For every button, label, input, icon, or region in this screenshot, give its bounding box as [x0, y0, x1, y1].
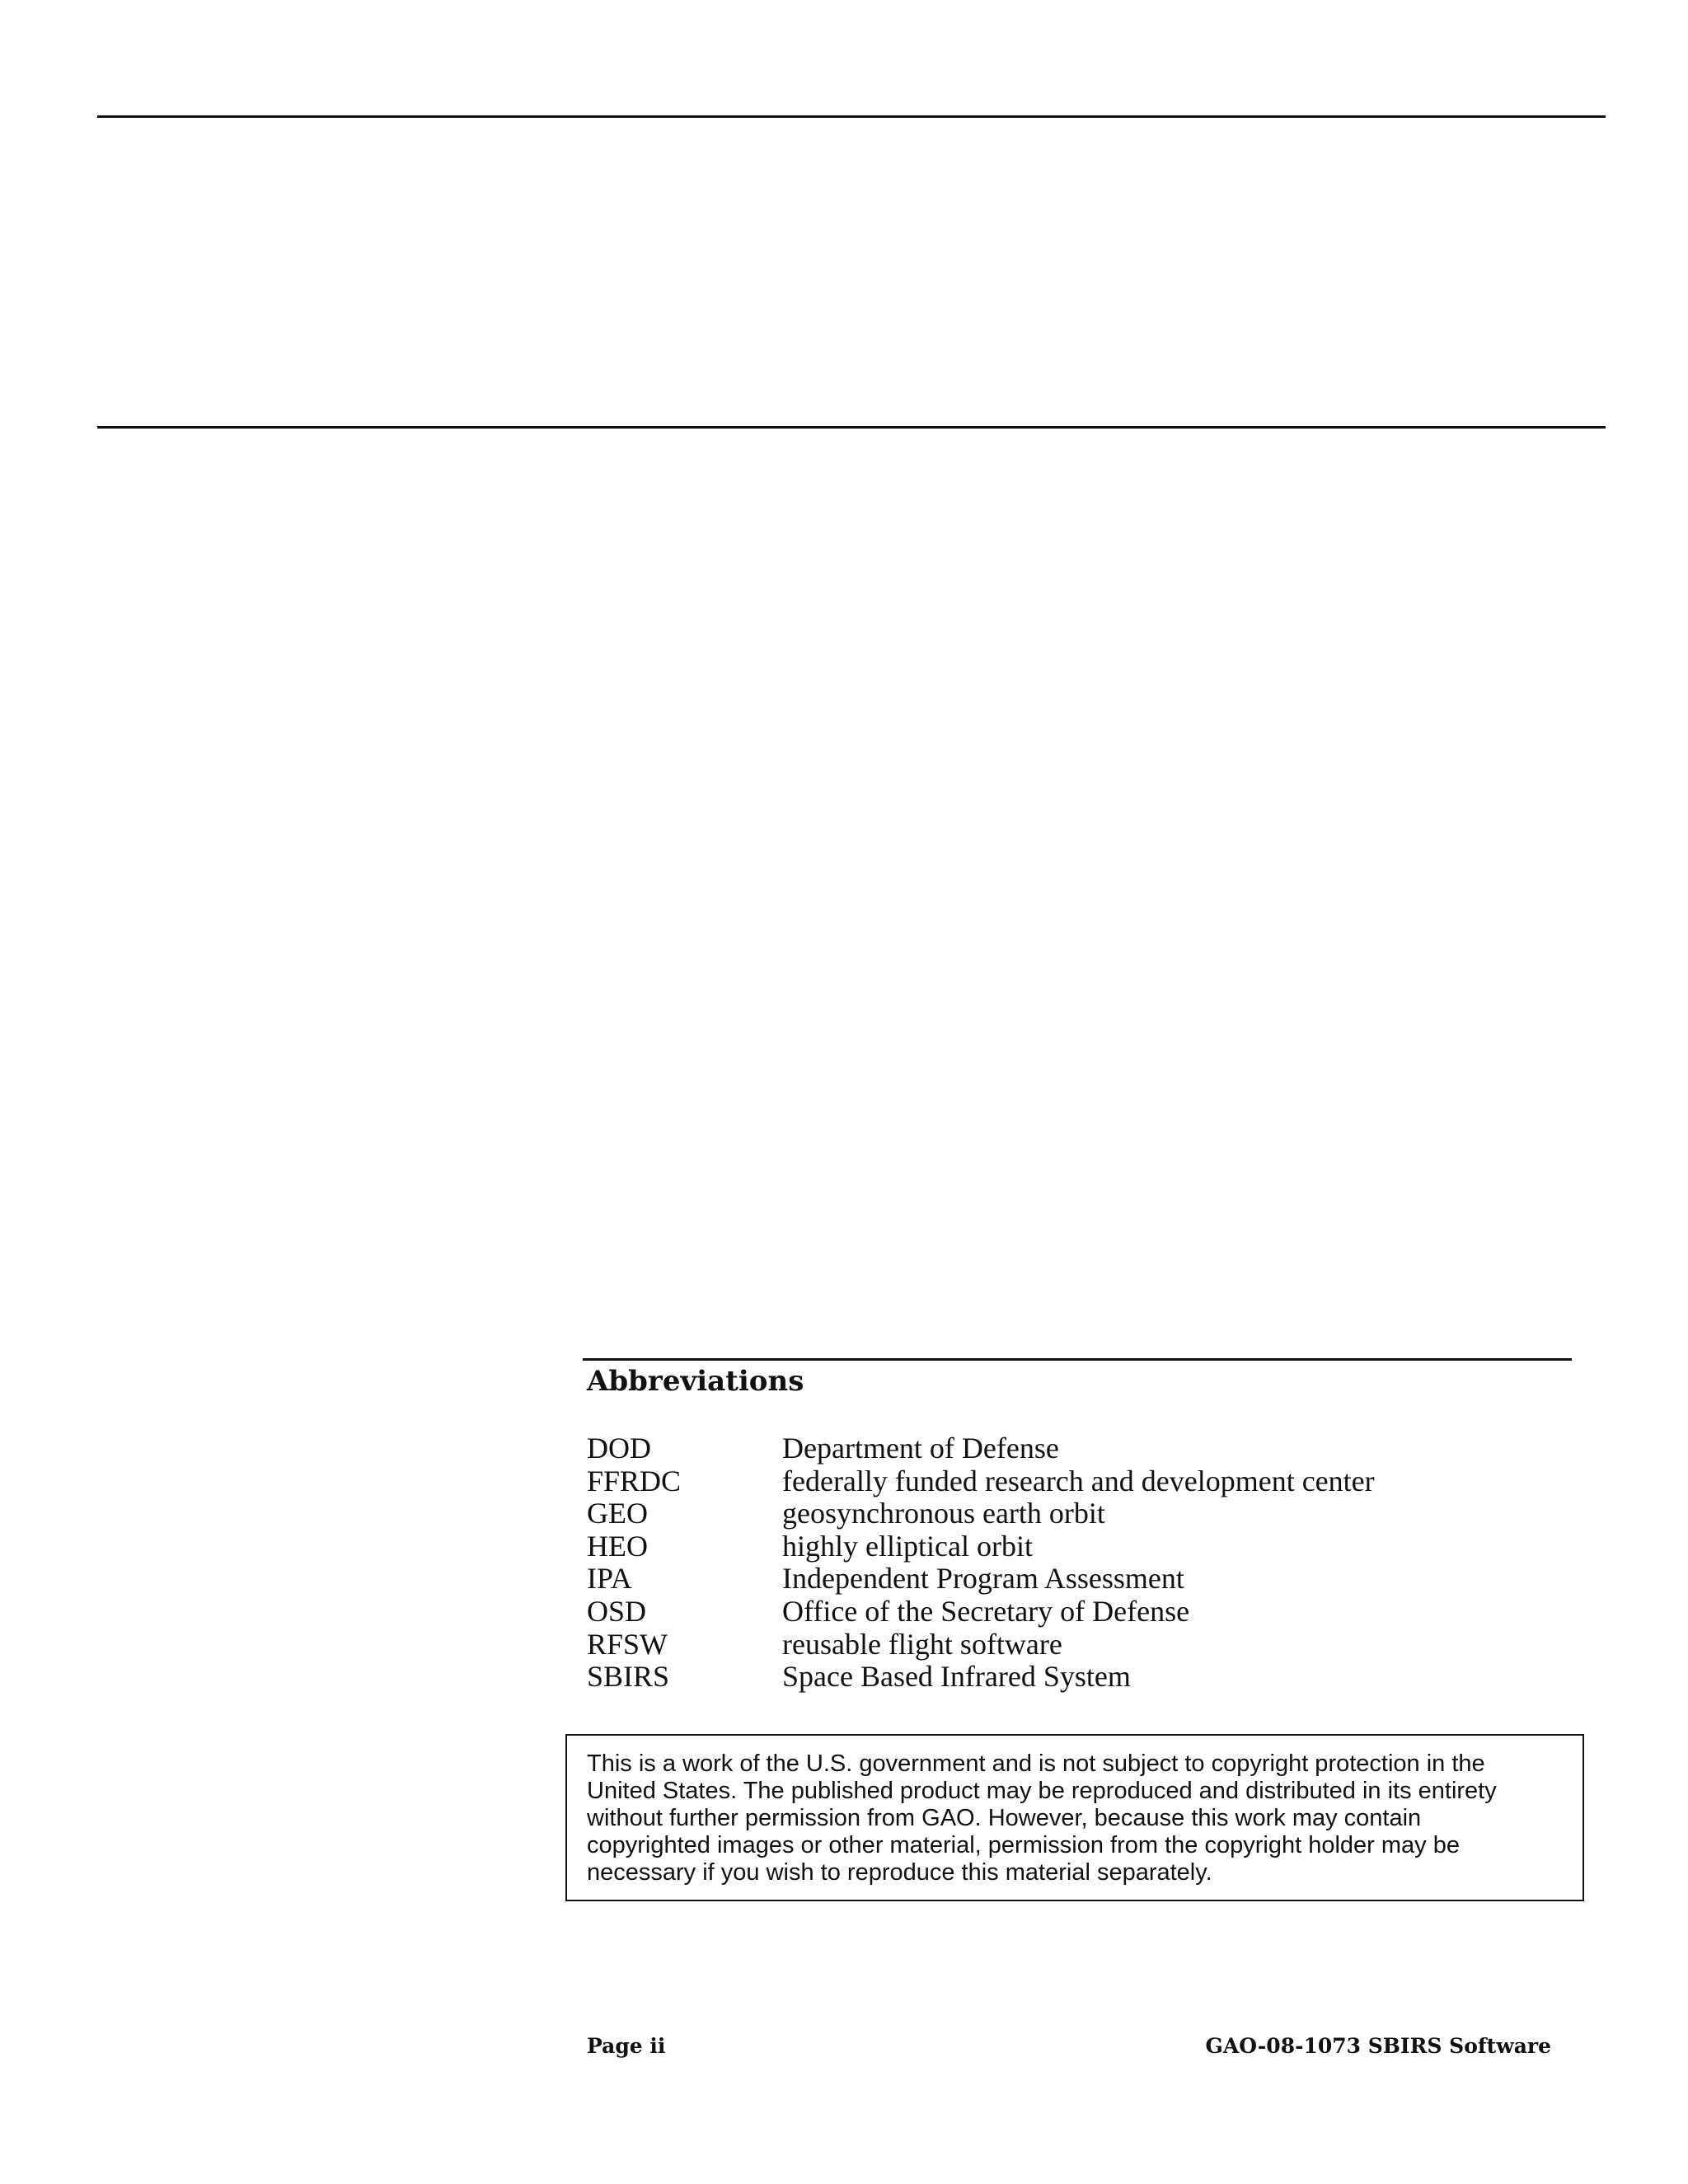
abbreviation-definition: reusable flight software [782, 1627, 1062, 1661]
section-rule [97, 426, 1606, 429]
abbreviation-row [587, 1432, 1576, 1465]
abbreviation-term: HEO [587, 1529, 648, 1563]
abbreviations-heading: Abbreviations [587, 1365, 804, 1398]
page-number: Page ii [587, 2034, 666, 2058]
abbreviations-list [587, 1432, 1576, 1694]
abbreviation-term: DOD [587, 1432, 651, 1465]
abbreviation-term: GEO [587, 1497, 648, 1530]
copyright-notice-line: without further permission from GAO. However, because this work may contain [587, 1805, 1422, 1831]
abbreviation-row [587, 1596, 1576, 1629]
top-rule [97, 115, 1606, 118]
abbreviation-definition: federally funded research and development center [782, 1464, 1375, 1497]
copyright-notice-line: necessary if you wish to reproduce this material separately. [587, 1859, 1212, 1886]
abbreviation-definition: Department of Defense [782, 1432, 1059, 1465]
abbreviation-definition: Space Based Infrared System [782, 1660, 1131, 1694]
abbreviation-definition: highly elliptical orbit [782, 1529, 1033, 1563]
copyright-notice-line: This is a work of the U.S. government and is not subject to copyright protection in the [587, 1750, 1485, 1777]
copyright-notice-line: United States. The published product may be reproduced and distributed in its entirety [587, 1778, 1497, 1804]
abbreviation-definition: geosynchronous earth orbit [782, 1497, 1105, 1530]
abbreviations-rule [583, 1358, 1572, 1361]
abbreviation-term: SBIRS [587, 1660, 670, 1694]
abbreviation-row [587, 1465, 1576, 1498]
abbreviation-row [587, 1530, 1576, 1563]
abbreviation-definition: Office of the Secretary of Defense [782, 1594, 1190, 1628]
abbreviation-row [587, 1497, 1576, 1530]
abbreviation-term: RFSW [587, 1627, 668, 1661]
abbreviation-row [587, 1629, 1576, 1661]
copyright-notice-line: copyrighted images or other material, permission from the copyright holder may be [587, 1832, 1460, 1858]
abbreviation-term: IPA [587, 1562, 632, 1596]
abbreviation-row [587, 1661, 1576, 1694]
report-number: GAO-08-1073 SBIRS Software [1205, 2034, 1551, 2058]
abbreviation-row [587, 1563, 1576, 1596]
abbreviation-term: OSD [587, 1594, 647, 1628]
abbreviation-definition: Independent Program Assessment [782, 1562, 1184, 1596]
abbreviation-term: FFRDC [587, 1464, 682, 1497]
copyright-notice-box [565, 1734, 1584, 1901]
